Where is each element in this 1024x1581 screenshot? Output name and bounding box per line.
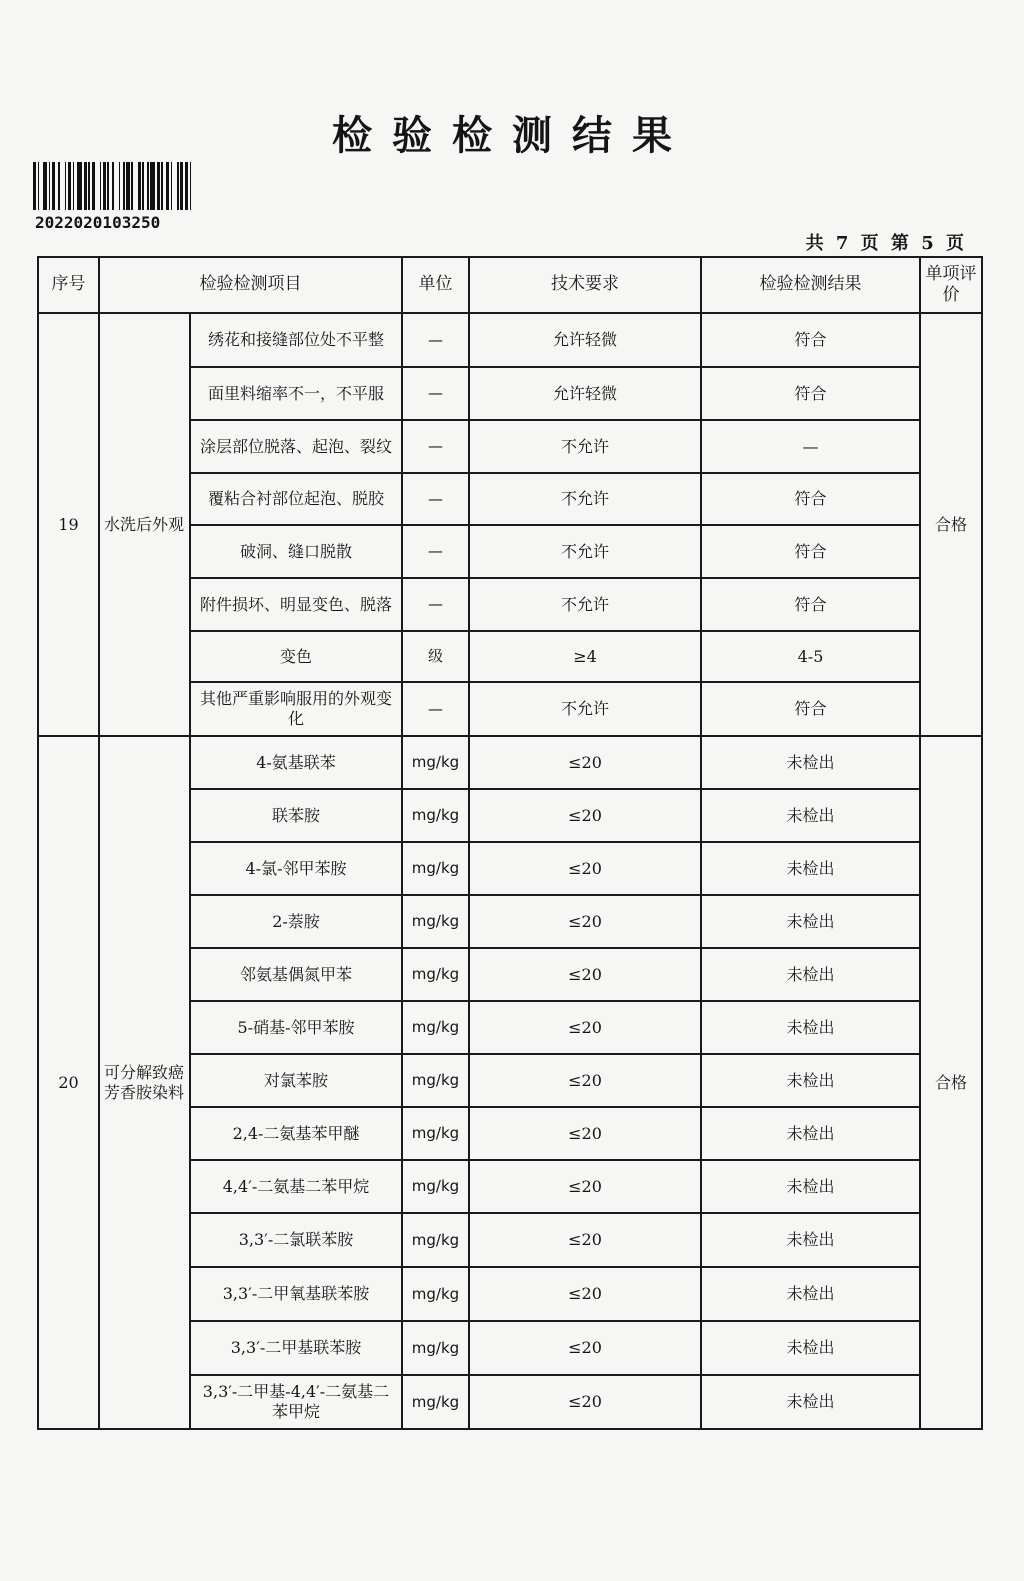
result-cell: — xyxy=(701,420,920,473)
result-cell: 符合 xyxy=(701,578,920,631)
evaluation-cell: 合格 xyxy=(920,313,982,736)
barcode-number: 2022020103250 xyxy=(35,213,161,232)
seq-cell: 20 xyxy=(38,736,99,1429)
unit-cell: — xyxy=(402,578,469,631)
header-requirement: 技术要求 xyxy=(469,257,701,313)
result-cell: 未检出 xyxy=(701,1160,920,1213)
item-cell: 3,3′-二甲基联苯胺 xyxy=(190,1321,402,1375)
item-cell: 4-氯-邻甲苯胺 xyxy=(190,842,402,895)
item-cell: 联苯胺 xyxy=(190,789,402,842)
item-cell: 破洞、缝口脱散 xyxy=(190,525,402,578)
item-cell: 3,3′-二甲基-4,4′-二氨基二苯甲烷 xyxy=(190,1375,402,1429)
item-cell: 4,4′-二氨基二苯甲烷 xyxy=(190,1160,402,1213)
unit-cell: mg/kg xyxy=(402,1160,469,1213)
result-cell: 符合 xyxy=(701,313,920,367)
barcode-bar xyxy=(191,162,196,210)
header-unit: 单位 xyxy=(402,257,469,313)
result-cell: 未检出 xyxy=(701,1001,920,1054)
result-cell: 未检出 xyxy=(701,842,920,895)
item-cell: 面里料缩率不一，不平服 xyxy=(190,367,402,420)
requirement-cell: ≤20 xyxy=(469,842,701,895)
requirement-cell: 不允许 xyxy=(469,473,701,525)
requirement-cell: ≤20 xyxy=(469,948,701,1001)
result-cell: 4-5 xyxy=(701,631,920,682)
unit-cell: — xyxy=(402,473,469,525)
item-cell: 3,3′-二氯联苯胺 xyxy=(190,1213,402,1267)
header-seq: 序号 xyxy=(38,257,99,313)
requirement-cell: ≤20 xyxy=(469,736,701,789)
item-cell: 2,4-二氨基苯甲醚 xyxy=(190,1107,402,1160)
requirement-cell: ≤20 xyxy=(469,1054,701,1107)
results-table xyxy=(37,256,983,1430)
result-cell: 未检出 xyxy=(701,895,920,948)
group-name-cell: 水洗后外观 xyxy=(99,313,190,736)
requirement-cell: ≤20 xyxy=(469,789,701,842)
result-cell: 未检出 xyxy=(701,1321,920,1375)
table-header-row xyxy=(38,257,982,313)
evaluation-cell: 合格 xyxy=(920,736,982,1429)
item-cell: 4-氨基联苯 xyxy=(190,736,402,789)
item-cell: 3,3′-二甲氧基联苯胺 xyxy=(190,1267,402,1321)
item-cell: 涂层部位脱落、起泡、裂纹 xyxy=(190,420,402,473)
result-cell: 未检出 xyxy=(701,789,920,842)
header-result: 检验检测结果 xyxy=(701,257,920,313)
requirement-cell: ≤20 xyxy=(469,1267,701,1321)
unit-cell: mg/kg xyxy=(402,1107,469,1160)
requirement-cell: 不允许 xyxy=(469,578,701,631)
unit-cell: mg/kg xyxy=(402,895,469,948)
unit-cell: mg/kg xyxy=(402,1213,469,1267)
requirement-cell: 不允许 xyxy=(469,682,701,736)
requirement-cell: ≤20 xyxy=(469,1375,701,1429)
table-row xyxy=(38,313,982,367)
item-cell: 2-萘胺 xyxy=(190,895,402,948)
unit-cell: mg/kg xyxy=(402,789,469,842)
unit-cell: — xyxy=(402,420,469,473)
unit-cell: mg/kg xyxy=(402,1054,469,1107)
result-cell: 符合 xyxy=(701,473,920,525)
result-cell: 未检出 xyxy=(701,1054,920,1107)
result-cell: 未检出 xyxy=(701,1213,920,1267)
unit-cell: 级 xyxy=(402,631,469,682)
item-cell: 绣花和接缝部位处不平整 xyxy=(190,313,402,367)
unit-cell: mg/kg xyxy=(402,1321,469,1375)
unit-cell: — xyxy=(402,682,469,736)
requirement-cell: ≤20 xyxy=(469,1321,701,1375)
item-cell: 附件损坏、明显变色、脱落 xyxy=(190,578,402,631)
requirement-cell: 不允许 xyxy=(469,525,701,578)
requirement-cell: ≤20 xyxy=(469,1107,701,1160)
group-name-cell: 可分解致癌芳香胺染料 xyxy=(99,736,190,1429)
result-cell: 未检出 xyxy=(701,736,920,789)
result-cell: 未检出 xyxy=(701,1267,920,1321)
unit-cell: — xyxy=(402,313,469,367)
unit-cell: mg/kg xyxy=(402,1267,469,1321)
result-cell: 符合 xyxy=(701,367,920,420)
unit-cell: mg/kg xyxy=(402,948,469,1001)
result-cell: 未检出 xyxy=(701,1375,920,1429)
page-indicator: 共 7 页 第 5 页 xyxy=(805,233,967,254)
header-evaluation: 单项评价 xyxy=(920,257,982,313)
unit-cell: mg/kg xyxy=(402,1001,469,1054)
item-cell: 覆粘合衬部位起泡、脱胶 xyxy=(190,473,402,525)
requirement-cell: ≤20 xyxy=(469,895,701,948)
unit-cell: — xyxy=(402,367,469,420)
requirement-cell: ≤20 xyxy=(469,1001,701,1054)
unit-cell: mg/kg xyxy=(402,842,469,895)
item-cell: 对氯苯胺 xyxy=(190,1054,402,1107)
page-title: 检验检测结果 xyxy=(332,112,692,159)
unit-cell: mg/kg xyxy=(402,736,469,789)
result-cell: 未检出 xyxy=(701,1107,920,1160)
item-cell: 变色 xyxy=(190,631,402,682)
requirement-cell: ≤20 xyxy=(469,1213,701,1267)
requirement-cell: ≤20 xyxy=(469,1160,701,1213)
seq-cell: 19 xyxy=(38,313,99,736)
requirement-cell: 允许轻微 xyxy=(469,367,701,420)
unit-cell: mg/kg xyxy=(402,1375,469,1429)
result-cell: 符合 xyxy=(701,525,920,578)
item-cell: 其他严重影响服用的外观变化 xyxy=(190,682,402,736)
unit-cell: — xyxy=(402,525,469,578)
requirement-cell: ≥4 xyxy=(469,631,701,682)
header-item: 检验检测项目 xyxy=(99,257,402,313)
item-cell: 邻氨基偶氮甲苯 xyxy=(190,948,402,1001)
table-row xyxy=(38,736,982,789)
result-cell: 未检出 xyxy=(701,948,920,1001)
item-cell: 5-硝基-邻甲苯胺 xyxy=(190,1001,402,1054)
result-cell: 符合 xyxy=(701,682,920,736)
requirement-cell: 允许轻微 xyxy=(469,313,701,367)
barcode-image xyxy=(33,162,197,210)
requirement-cell: 不允许 xyxy=(469,420,701,473)
